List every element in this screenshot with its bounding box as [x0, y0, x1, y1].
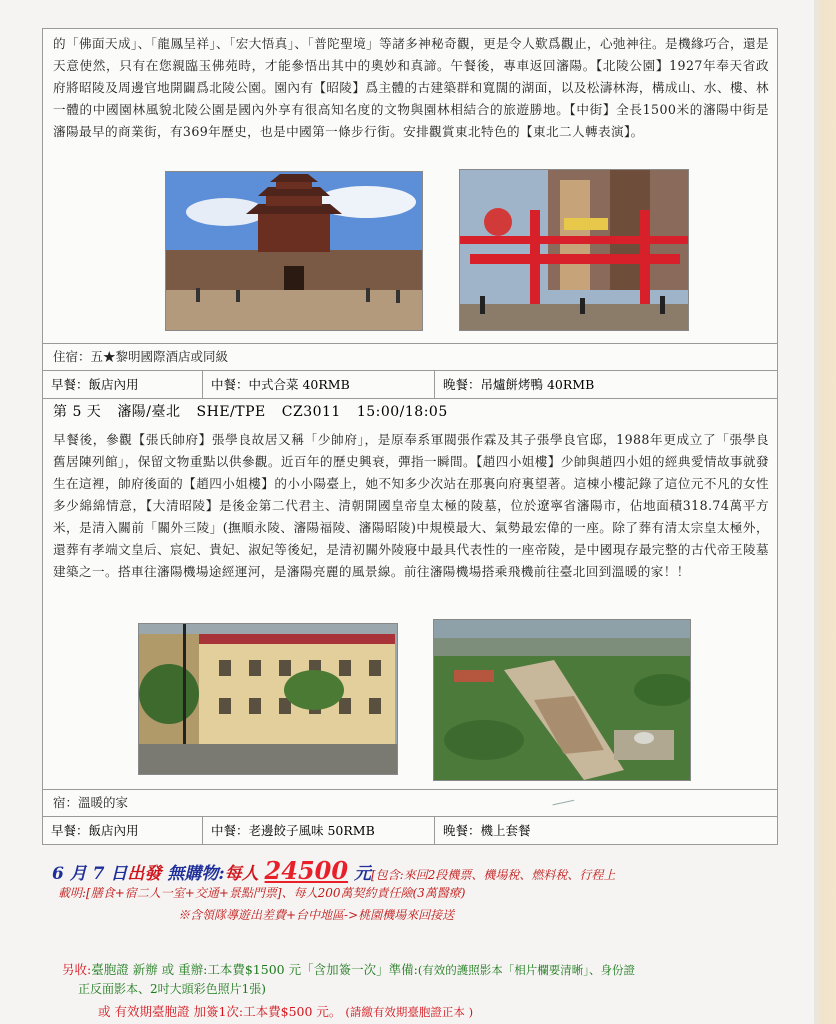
photo-zhongjie-gate: [459, 169, 689, 331]
photo-shuaifu-building: [138, 623, 398, 775]
day4-hotel: 住宿：五★黎明國際酒店或同級: [43, 343, 777, 370]
day5-photos: [43, 619, 777, 789]
visa-endorse-fee: 有效期臺胞證 加簽1次:工本費$500 元。: [114, 1004, 342, 1019]
day5-breakfast: 早餐：飯店內用: [43, 817, 203, 844]
day5-time: 15:00/18:05: [356, 404, 448, 420]
includes-line1: [包含:來回2段機票、機場稅、燃料稅、行程上: [370, 868, 616, 882]
no-shopping-label: 無購物:: [167, 864, 225, 884]
departure-date: 6 月 7 日: [52, 864, 128, 884]
visa-line1: [62, 960, 635, 978]
visa-endorse-note: (請繳有效期臺胞證正本 ): [345, 1005, 474, 1019]
extra-charge-label: 另收:: [62, 962, 92, 977]
visa-new-fee: 臺胞證 新辦 或 重辦:工本費$1500 元「含加簽一次」準備:: [91, 962, 418, 977]
day5-description: 早餐後，參觀【張氏帥府】張學良故居又稱「少帥府」，是原奉系軍閥張作霖及其子張學良官邸，1988年更成立了「張學良舊居陳列館」，保留文物重點以供參觀。近百年的歷史興衰，彈指一瞬間。【趙四小姐樓】少帥與趙四小姐的經典愛情故事就發生在這裡，帥府後面的【趙四小姐樓】的小小陽臺上，她不知多少次站在那裏向府裏望著。這棟小樓記錄了這位元不凡的女性多少綿綿情意，【大清昭陵】是後金第二代君主、清朝開國皇帝皇太極的陵墓，位於遼寧省瀋陽市，佔地面積318.74萬平方米，是清入關前「關外三陵」(撫順永陵、瀋陽福陵、瀋陽昭陵)中規模最大、氣勢最宏偉的一座。除了葬有清太宗皇太極外，還葬有孝端文皇后、宸妃、貴妃、淑妃等後妃，是清初關外陵寢中最具代表性的一座帝陵，是中國現存最完整的古代帝王陵墓建築之一。搭車往瀋陽機場途經運河，是瀋陽亮麗的風景線。前往瀋陽機場搭乘飛機前往臺北回到溫暖的家！！: [53, 432, 769, 579]
departure-label: 出發: [127, 864, 162, 884]
day4-description: 的「佛面天成」、「龍鳳呈祥」、「宏大悟真」、「普陀聖境」等諸多神秘奇觀，更是令人歎爲觀止，心弛神往。是機緣巧合，還是天意使然，只有在您親臨玉佛苑時，才能參悟出其中的奧妙和真諦。午餐後，專車返回瀋陽。【北陵公園】1927年奉天省政府將昭陵及周邊官地開闢爲北陵公園。園內有【昭陵】爲主體的古建築群和寬闊的湖面，以及松濤林海，構成山、水、樓、林一體的中國園林風貌北陵公園是國內外享有很高知名度的文物與園林相結合的旅遊勝地。【中街】全長1500米的瀋陽中街是瀋陽最早的商業街，有369年歷史，也是中國第一條步行街。安排觀賞東北特色的【東北二人轉表演】。: [53, 36, 769, 139]
day5-route: 瀋陽/臺北: [117, 404, 181, 420]
visa-docs-2: 正反面影本、2吋大頭彩色照片1張): [78, 982, 266, 996]
day5-hotel: 宿：溫暖的家: [43, 789, 777, 816]
itinerary-page: [42, 28, 778, 845]
day4-breakfast: 早餐：飯店內用: [43, 371, 203, 398]
day4-photos: [43, 161, 777, 343]
day5-header: [43, 398, 777, 425]
day5-meals: [43, 816, 777, 844]
photo-pagoda-gate: [165, 171, 423, 331]
price-line: [52, 856, 792, 885]
day4-lunch: 中餐：中式合菜 40RMB: [203, 371, 435, 398]
visa-line3: [98, 1002, 473, 1020]
pickup-note: ※含領隊導遊出差費+台中地區->桃園機場來回接送: [178, 908, 455, 922]
price-amount: 24500: [264, 856, 349, 885]
day4-dinner: 晚餐：吊爐餅烤鴨 40RMB: [443, 377, 595, 392]
day5-dinner: 晚餐：機上套餐: [443, 823, 531, 838]
price-unit: 元: [353, 864, 371, 884]
includes-line2: 載明:[膳食+宿二人一室+交通+景點門票]、每人200萬契約責任險(3萬醫療): [58, 886, 466, 900]
per-person-label: 每人: [224, 864, 259, 884]
visa-docs-1: (有效的護照影本「相片欄要清晰」、身份證: [417, 963, 636, 977]
day5-flight: CZ3011: [281, 404, 341, 420]
itinerary-table: [42, 28, 778, 845]
day5-code: SHE/TPE: [196, 404, 266, 420]
day5-number: 第 5 天: [53, 404, 102, 420]
scan-edge: [814, 0, 836, 1024]
visa-or: 或: [98, 1004, 111, 1019]
photo-zhaoling-aerial: [433, 619, 691, 781]
day5-lunch: 中餐：老邊餃子風味 50RMB: [203, 817, 435, 844]
day4-meals: [43, 370, 777, 398]
